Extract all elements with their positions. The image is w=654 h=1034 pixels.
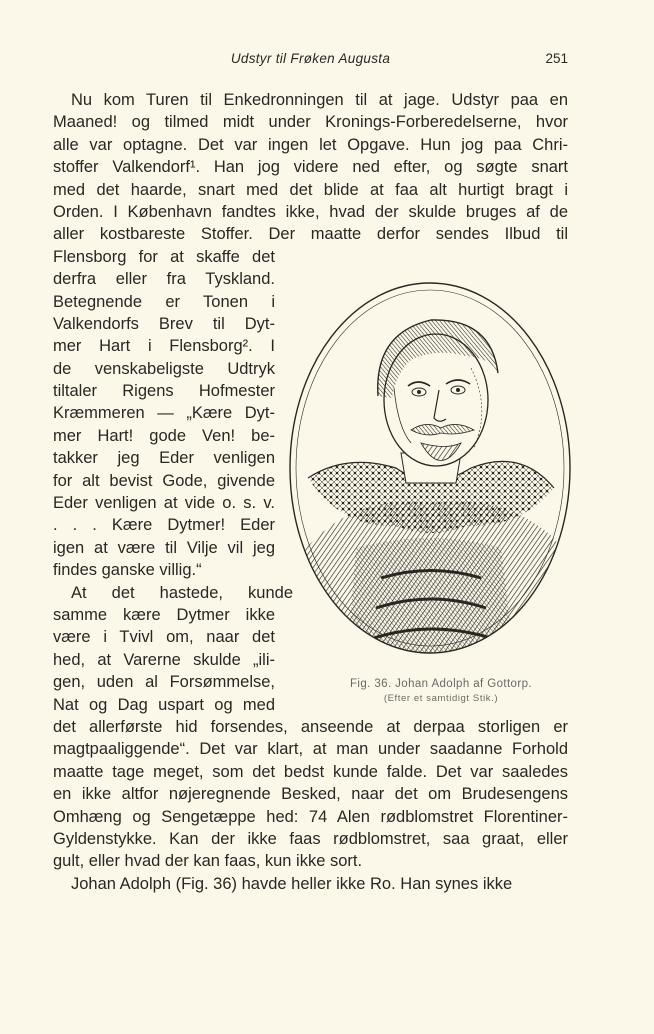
text-line: Eder venligen at vide o. s. v. bbox=[53, 494, 275, 513]
text-line: de venskabeligste Udtryk bbox=[53, 359, 275, 378]
text-line: tiltaler Rigens Hofmester bbox=[53, 382, 275, 401]
text-line: det allerførste hid forsendes, anseende at derpaa storligen er bbox=[53, 717, 568, 736]
text-line: være i Tvivl om, naar det bbox=[53, 628, 275, 647]
figure-caption bbox=[326, 676, 556, 706]
text-line: . . . Kære Dytmer! Eder bbox=[53, 516, 275, 535]
running-header bbox=[53, 51, 568, 71]
text-line: Nat og Dag uspart og med bbox=[53, 695, 275, 714]
text-line: Valkendorfs Brev til Dyt- bbox=[53, 314, 275, 333]
text-line: Johan Adolph (Fig. 36) havde heller ikke Ro. Han synes ikke bbox=[71, 874, 513, 893]
text-line: alle var optagne. Det var ingen let Opgave. Hun jog paa Chri- bbox=[53, 135, 568, 154]
text-line: Maaned! og tilmed midt under Kronings-Forberedelserne, hvor bbox=[53, 113, 568, 132]
text-line: Kræmmeren — „Kære Dyt- bbox=[53, 404, 275, 423]
text-line: Gyldenstykke. Kan der ikke faas rødblomstret, saa graat, eller bbox=[53, 829, 568, 848]
text-line: Betegnende er Tonen i bbox=[53, 292, 275, 311]
text-line: mer Hart! gode Ven! be- bbox=[53, 426, 275, 445]
page-number: 251 bbox=[545, 51, 568, 66]
text-line: gult, eller hvad der kan faas, kun ikke sort. bbox=[53, 852, 363, 871]
text-line: samme kære Dytmer ikke bbox=[53, 605, 275, 624]
caption-title: Fig. 36. Johan Adolph af Gottorp. bbox=[350, 678, 532, 690]
text-line: takker jeg Eder venligen bbox=[53, 449, 275, 468]
text-line: At det hastede, kunde bbox=[71, 583, 293, 602]
text-line: Orden. I København fandtes ikke, hvad der skulde bruges af de bbox=[53, 202, 568, 221]
text-line: hed, at Varerne skulde „ili- bbox=[53, 650, 275, 669]
text-line: gen, uden al Forsømmelse, bbox=[53, 673, 275, 692]
text-line: for alt bevist Gode, givende bbox=[53, 471, 275, 490]
text-line: med det haarde, snart med det blide at faa alt hurtigt bragt i bbox=[53, 180, 568, 199]
text-line: magtpaaliggende“. Det var klart, at man under saadanne Forhold bbox=[53, 740, 568, 759]
text-line: findes ganske villig.“ bbox=[53, 561, 202, 580]
text-line: en ikke altfor nøjeregnende Besked, naar det om Brudesengens bbox=[53, 785, 568, 804]
text-line: Flensborg for at skaffe det bbox=[53, 247, 275, 266]
text-line: Omhæng og Sengetæppe hed: 74 Alen rødblomstret Florentiner- bbox=[53, 807, 568, 826]
text-line: mer Hart i Flensborg². I bbox=[53, 337, 275, 356]
text-line: Nu kom Turen til Enkedronningen til at jage. Udstyr paa en bbox=[71, 91, 568, 109]
running-title: Udstyr til Frøken Augusta bbox=[230, 51, 391, 66]
figure-36 bbox=[286, 278, 576, 718]
text-line: aller kostbareste Stoffer. Der maatte derfor sendes Ilbud til bbox=[53, 225, 568, 244]
text-line: maatte tage meget, som det bedst kunde falde. Det var saaledes bbox=[53, 762, 568, 781]
text-line: igen at være til Vilje vil jeg bbox=[53, 538, 275, 557]
text-line: stoffer Valkendorf¹. Han jog videre ned efter, og søgte snart bbox=[53, 158, 568, 177]
engraved-portrait-icon bbox=[286, 278, 576, 673]
text-line: derfra eller fra Tyskland. bbox=[53, 270, 275, 289]
caption-credit: (Efter et samtidigt Stik.) bbox=[383, 693, 499, 704]
